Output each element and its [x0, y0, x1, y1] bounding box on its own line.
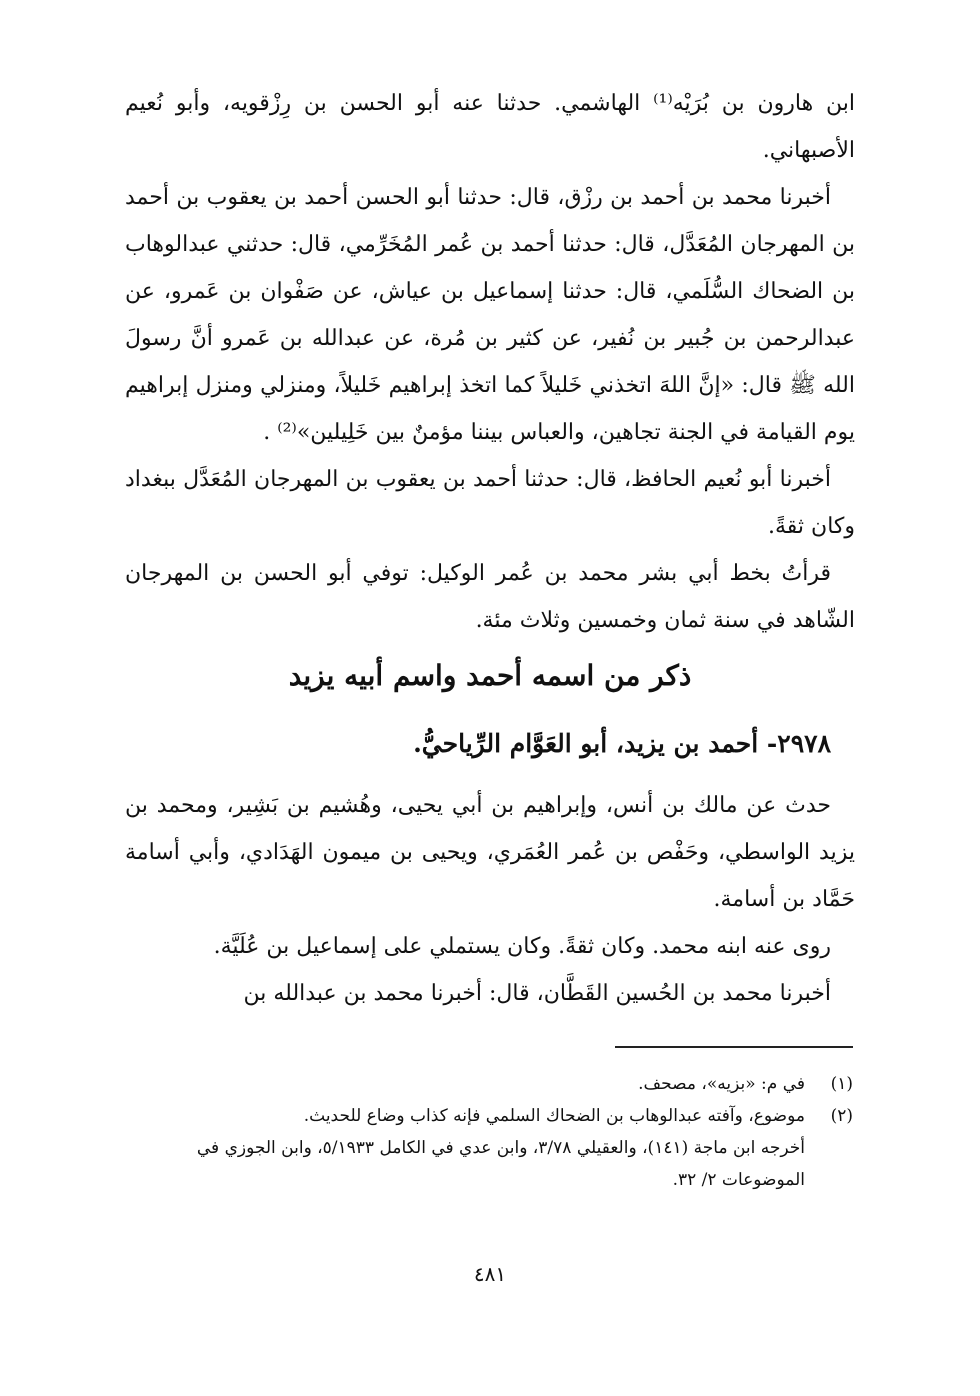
paragraph: أخبرنا محمد بن الحُسين القَطَّان، قال: أخبرنا محمد بن عبدالله بن: [243, 981, 831, 1006]
footnote-number: (١): [830, 1074, 853, 1094]
footnote-continuation: أخرجه ابن ماجة (١٤١)، والعقيلي ٣/٧٨، وابن عدي في الكامل ٥/١٩٣٣، وابن الجوزي في الموضوعات ٢/ ٣٢.: [196, 1138, 805, 1190]
paragraph: حدث عن مالك بن أنس، وإبراهيم بن أبي يحيى، وهُشيم بن بَشِير، ومحمد بن يزيد الواسطي، وحَفْص بن عُمر العُمَري، ويحيى بن ميمون الهَدَادي، وأبي أسامة حَمَّاد بن أسامة.: [125, 793, 855, 912]
footnote-item: [135, 1068, 853, 1100]
footnotes: [135, 1068, 853, 1196]
main-text: [125, 80, 855, 1017]
page-number: ٤٨١: [473, 1262, 507, 1286]
footnote-number: (٢): [830, 1106, 853, 1126]
paragraph: أخبرنا محمد بن أحمد بن رزْق، قال: حدثنا أبو الحسن أحمد بن يعقوب بن أحمد بن المهرجان المُعَدَّل، قال: حدثنا أحمد بن عُمر المُخَرِّمي، قال: حدثني عبدالوهاب بن الضحاك السُّلَمي، قال: حدثنا إسماعيل بن عياش، عن صَفْوان بن عَمرو، عن عبدالرحمن بن جُبير بن نُفير، عن كثير بن مُرة، عن عبدالله بن عَمرو أنَّ رسولَ الله ﷺ قال: «إنَّ اللهَ اتخذني خَليلاً كما اتخذ إبراهيم خَليلاً، ومنزلي ومنزل إبراهيم يوم القيامة في الجنة تجاهين، والعباس بيننا مؤمنٌ بين خَلِيلين»⁽²⁾ .: [125, 185, 855, 445]
section-heading: ذكر من اسمه أحمد واسم أبيه يزيد: [288, 659, 692, 692]
footnote-text: في م: «بزيه»، مصحف.: [638, 1074, 805, 1094]
entry-heading: ٢٩٧٨- أحمد بن يزيد، أبو العَوَّام الرِّياحيُّ.: [413, 729, 831, 758]
footnote-divider: [615, 1046, 853, 1048]
footnote-text: موضوع، وآفته عبدالوهاب بن الضحاك السلمي فإنه كذاب وضاع للحديث.: [303, 1106, 805, 1126]
footnote-item: [135, 1100, 853, 1132]
paragraph: روى عنه ابنه محمد. وكان ثقةً. وكان يستملي على إسماعيل بن عُلَيَّة.: [213, 934, 831, 959]
paragraph: ابن هارون بن بُرَيْه⁽¹⁾ الهاشمي. حدثنا عنه أبو الحسن بن رِزْقويه، وأبو نُعيم الأصبهاني.: [125, 91, 856, 163]
paragraph: أخبرنا أبو نُعيم الحافظ، قال: حدثنا أحمد بن يعقوب بن المهرجان المُعَدَّل ببغداد وكان ثقةً.: [125, 467, 855, 539]
paragraph: قرأتُ بخط أبي بشر محمد بن عُمر الوكيل: توفي أبو الحسن بن المهرجان الشّاهد في سنة ثمان وخمسين وثلاث مئة.: [125, 561, 855, 633]
